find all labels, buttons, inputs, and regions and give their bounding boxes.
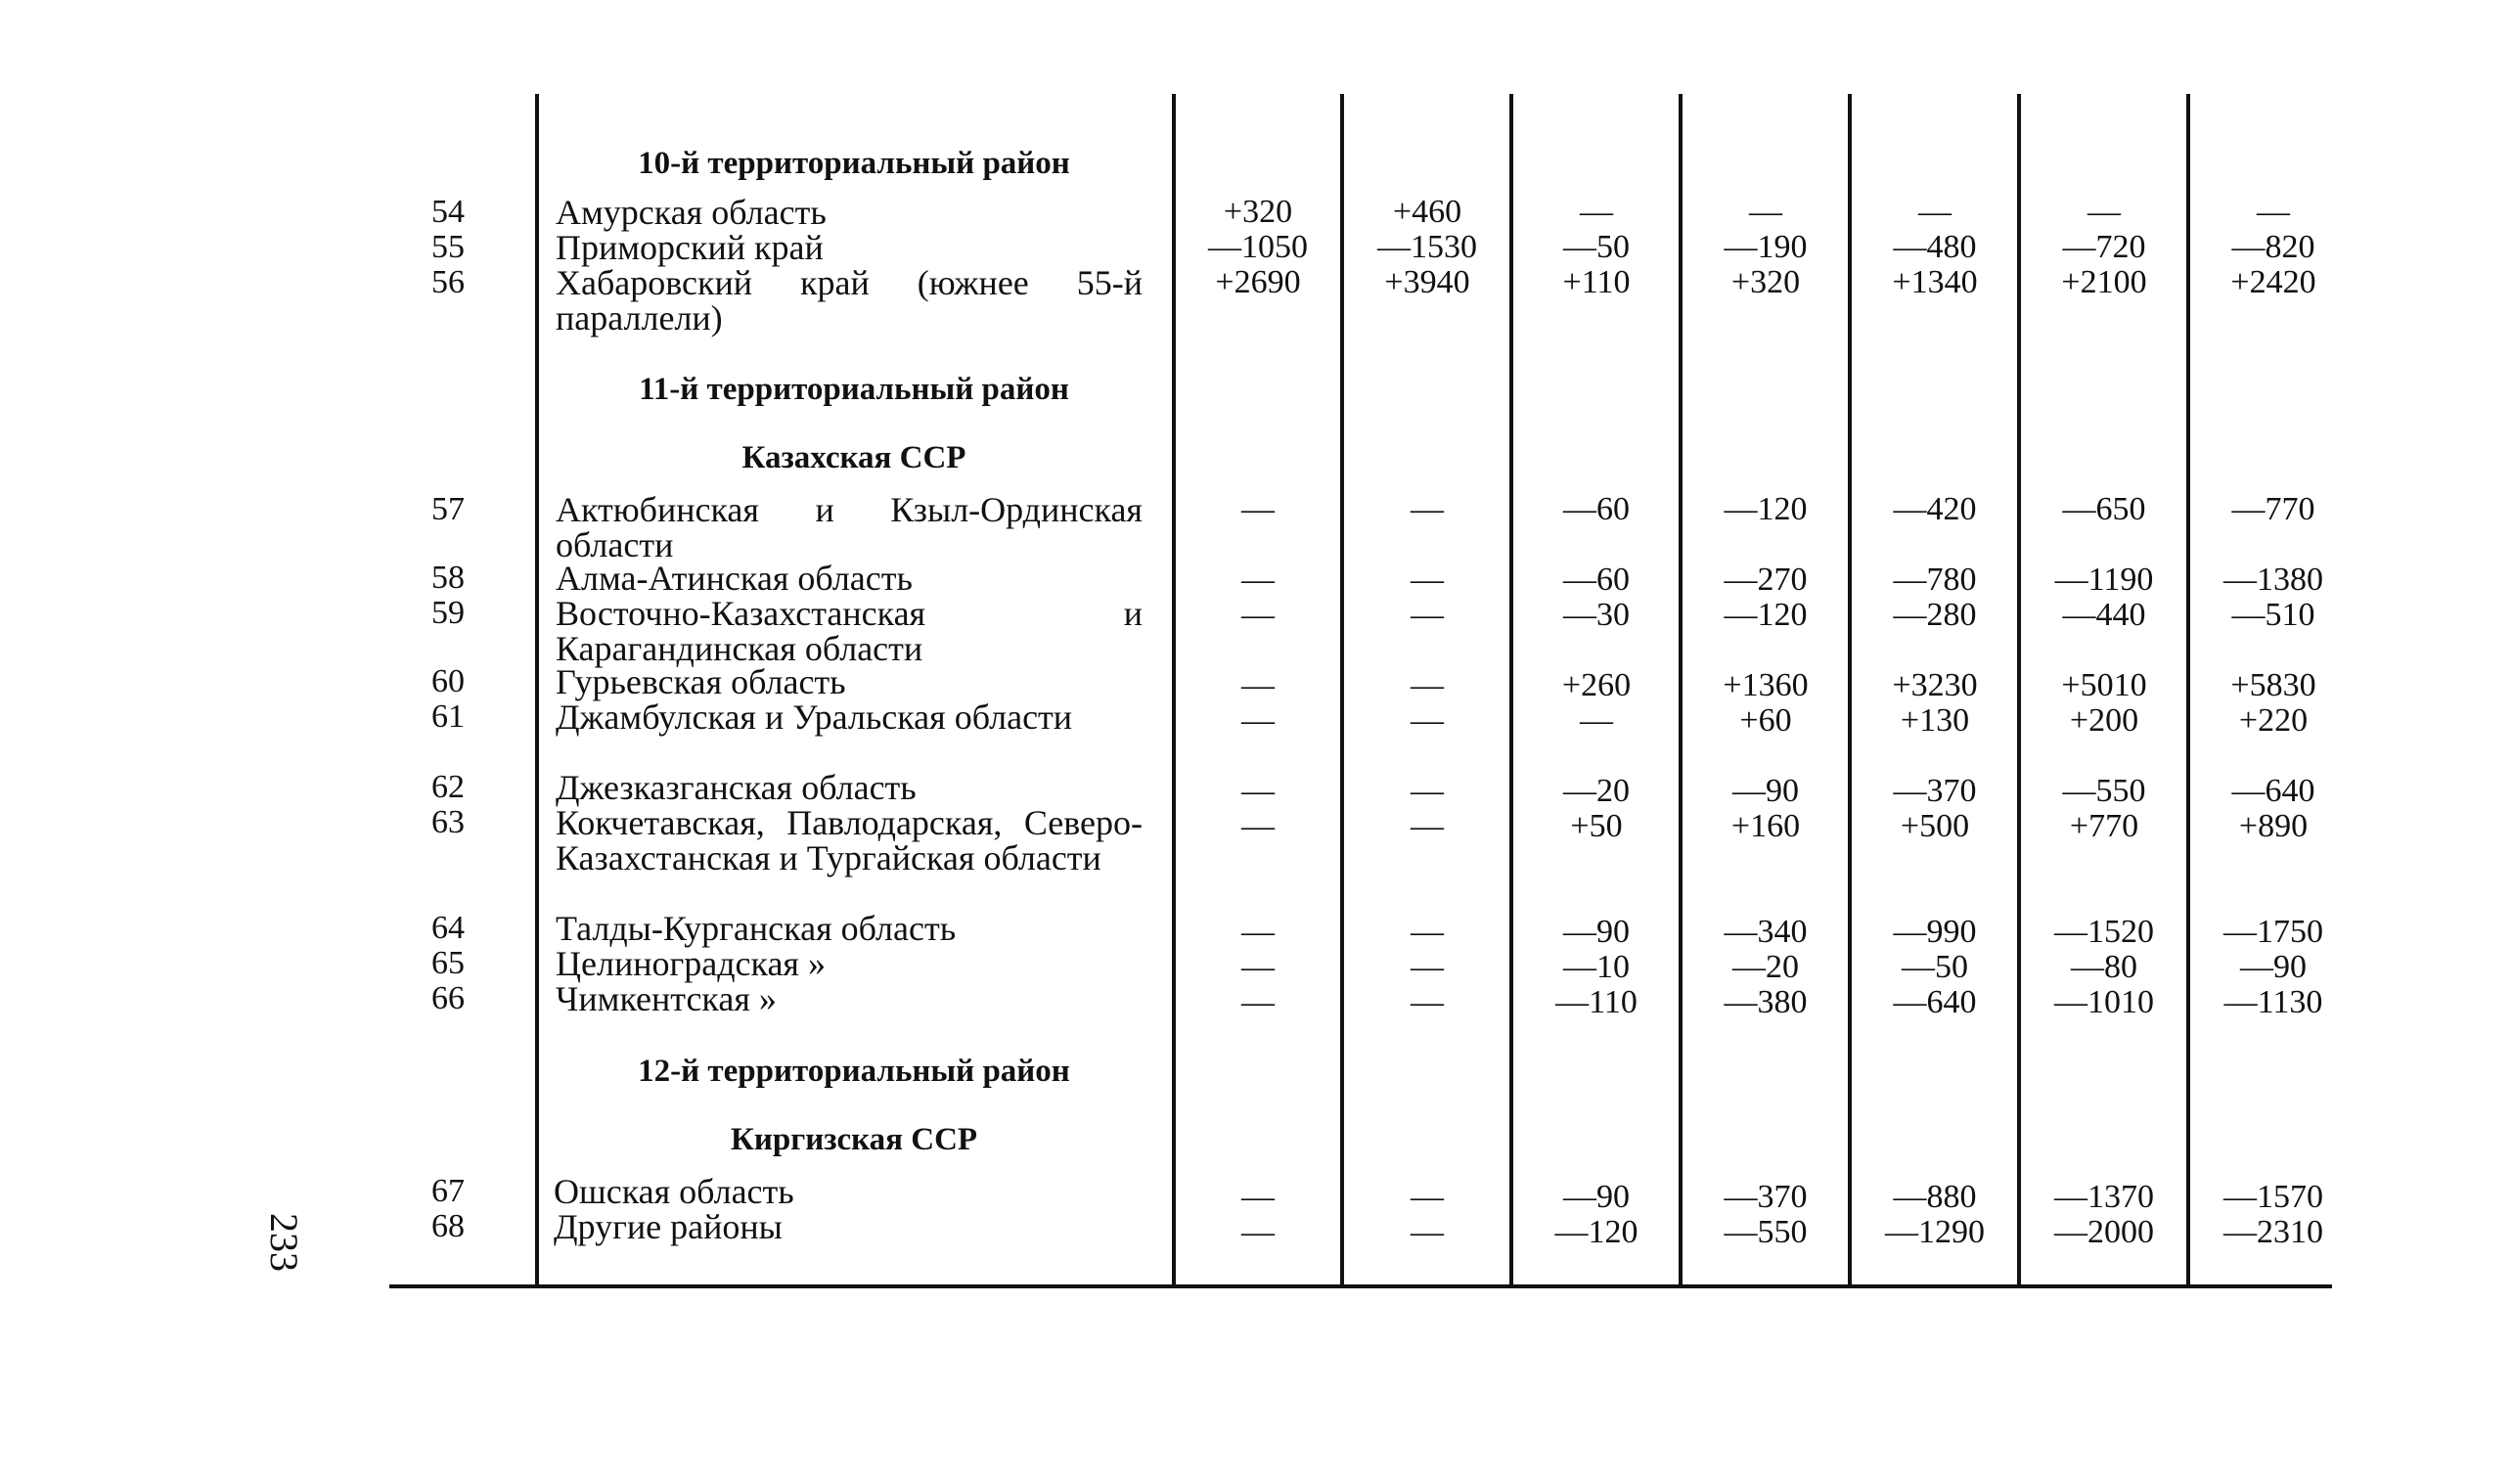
region-name: Джамбулская и Уральская области <box>556 697 1073 737</box>
value-cell: +2420 <box>2230 264 2316 300</box>
value-cell: —20 <box>1563 773 1630 809</box>
value-cell: —1750 <box>2223 914 2323 950</box>
value-cell: — <box>1580 194 1613 230</box>
region-name: Джезказганская область <box>556 768 917 807</box>
value-cell: — <box>1918 194 1952 230</box>
value-cell: +110 <box>1562 264 1631 300</box>
value-cell: — <box>1241 949 1275 985</box>
value-cell: +770 <box>2069 808 2139 844</box>
value-cell: —550 <box>1724 1214 1808 1250</box>
section-heading: 11-й территориальный район <box>639 372 1069 407</box>
row-number: 57 <box>431 491 465 527</box>
value-cell: +260 <box>1561 667 1632 703</box>
value-cell: —370 <box>1724 1179 1808 1215</box>
value-cell: — <box>1580 702 1613 739</box>
value-cell: +2100 <box>2061 264 2147 300</box>
value-cell: — <box>1241 808 1275 844</box>
region-name: Ошская область <box>554 1172 794 1211</box>
value-cell: —1190 <box>2054 562 2154 598</box>
value-cell: +160 <box>1730 808 1801 844</box>
value-cell: — <box>1241 773 1275 809</box>
value-cell: —60 <box>1563 562 1630 598</box>
value-cell: —90 <box>1563 1179 1630 1215</box>
value-cell: +1360 <box>1723 667 1809 703</box>
value-cell: —420 <box>1893 491 1977 527</box>
value-cell: —440 <box>2062 597 2146 633</box>
value-cell: +130 <box>1900 702 1970 739</box>
value-cell: — <box>1241 597 1275 633</box>
value-cell: —1530 <box>1377 229 1477 265</box>
value-cell: —1370 <box>2054 1179 2154 1215</box>
value-cell: —510 <box>2231 597 2315 633</box>
region-name: Приморский край <box>556 228 824 267</box>
value-cell: +890 <box>2238 808 2309 844</box>
value-cell: — <box>1411 808 1444 844</box>
value-cell: +3230 <box>1892 667 1978 703</box>
row-number: 56 <box>431 264 465 300</box>
value-cell: — <box>1411 773 1444 809</box>
value-cell: — <box>1411 914 1444 950</box>
value-cell: +500 <box>1900 808 1970 844</box>
value-cell: —60 <box>1563 491 1630 527</box>
value-cell: —80 <box>2071 949 2137 985</box>
region-name: Гурьевская область <box>556 662 846 701</box>
value-cell: —780 <box>1893 562 1977 598</box>
value-cell: —370 <box>1893 773 1977 809</box>
row-number: 68 <box>431 1208 465 1244</box>
value-cell: — <box>1241 1214 1275 1250</box>
value-cell: +200 <box>2069 702 2139 739</box>
value-cell: —1290 <box>1885 1214 1985 1250</box>
row-number: 65 <box>431 945 465 981</box>
row-number: 66 <box>431 980 465 1016</box>
value-cell: —1520 <box>2054 914 2154 950</box>
value-cell: +60 <box>1739 702 1792 739</box>
value-cell: —280 <box>1893 597 1977 633</box>
value-cell: —1130 <box>2223 984 2323 1020</box>
value-cell: — <box>1241 667 1275 703</box>
value-cell: —1380 <box>2223 562 2323 598</box>
value-cell: —650 <box>2062 491 2146 527</box>
value-cell: — <box>1411 1214 1444 1250</box>
value-cell: — <box>1411 597 1444 633</box>
value-cell: +5010 <box>2061 667 2147 703</box>
value-cell: — <box>1749 194 1782 230</box>
value-cell: — <box>1241 984 1275 1020</box>
value-cell: — <box>1411 562 1444 598</box>
table-bottom-rule <box>389 1284 2332 1288</box>
region-name: Хабаровский край (южнее 55-й параллели) <box>556 263 1143 337</box>
republic-heading: Киргизская ССР <box>730 1122 978 1157</box>
value-cell: —30 <box>1563 597 1630 633</box>
value-cell: — <box>2257 194 2290 230</box>
value-cell: —120 <box>1724 597 1808 633</box>
row-number: 58 <box>431 560 465 596</box>
value-cell: —120 <box>1724 491 1808 527</box>
value-cell: +50 <box>1570 808 1623 844</box>
region-name: Чимкентская » <box>556 979 777 1018</box>
value-cell: +1340 <box>1892 264 1978 300</box>
value-cell: —480 <box>1893 229 1977 265</box>
value-cell: — <box>1241 562 1275 598</box>
value-cell: —2310 <box>2223 1214 2323 1250</box>
value-cell: +460 <box>1392 194 1462 230</box>
value-cell: —820 <box>2231 229 2315 265</box>
value-cell: —340 <box>1724 914 1808 950</box>
value-cell: —50 <box>1902 949 1968 985</box>
value-cell: —120 <box>1554 1214 1638 1250</box>
value-cell: —550 <box>2062 773 2146 809</box>
value-cell: — <box>1241 1179 1275 1215</box>
value-cell: —380 <box>1724 984 1808 1020</box>
row-number: 55 <box>431 229 465 265</box>
region-name: Целиноградская » <box>556 944 826 983</box>
value-cell: —1570 <box>2223 1179 2323 1215</box>
value-cell: +220 <box>2238 702 2309 739</box>
value-cell: — <box>1411 702 1444 739</box>
value-cell: — <box>1411 949 1444 985</box>
region-name: Алма-Атинская область <box>556 559 913 598</box>
region-name: Другие районы <box>554 1207 783 1246</box>
value-cell: —90 <box>2240 949 2307 985</box>
republic-heading: Казахская ССР <box>741 440 966 475</box>
value-cell: — <box>1411 1179 1444 1215</box>
value-cell: —90 <box>1563 914 1630 950</box>
value-cell: — <box>1241 702 1275 739</box>
region-name: Актюбинская и Кзыл-Ординская области <box>556 490 1143 564</box>
value-cell: —880 <box>1893 1179 1977 1215</box>
row-number: 60 <box>431 663 465 699</box>
row-number: 54 <box>431 194 465 230</box>
value-cell: —640 <box>2231 773 2315 809</box>
value-cell: —990 <box>1893 914 1977 950</box>
value-cell: — <box>1241 491 1275 527</box>
region-name: Талды-Курганская область <box>556 909 957 948</box>
row-number: 61 <box>431 698 465 735</box>
value-cell: —110 <box>1555 984 1638 1020</box>
value-cell: —640 <box>1893 984 1977 1020</box>
value-cell: — <box>2087 194 2121 230</box>
column-rule <box>535 94 539 1287</box>
region-name: Амурская область <box>556 193 827 232</box>
value-cell: —20 <box>1732 949 1799 985</box>
value-cell: +5830 <box>2230 667 2316 703</box>
value-cell: +2690 <box>1215 264 1301 300</box>
row-number: 64 <box>431 910 465 946</box>
value-cell: — <box>1411 491 1444 527</box>
row-number: 59 <box>431 595 465 631</box>
value-cell: — <box>1411 667 1444 703</box>
section-heading: 10-й территориальный район <box>638 146 1070 181</box>
region-name: Восточно-Казахстанская и Карагандинская области <box>556 594 1143 668</box>
value-cell: +320 <box>1730 264 1801 300</box>
section-heading: 12-й территориальный район <box>638 1054 1070 1089</box>
value-cell: +320 <box>1223 194 1293 230</box>
value-cell: —270 <box>1724 562 1808 598</box>
row-number: 63 <box>431 804 465 840</box>
value-cell: —720 <box>2062 229 2146 265</box>
value-cell: — <box>1411 984 1444 1020</box>
value-cell: —190 <box>1724 229 1808 265</box>
value-cell: +3940 <box>1384 264 1470 300</box>
value-cell: —10 <box>1563 949 1630 985</box>
value-cell: —90 <box>1732 773 1799 809</box>
value-cell: —1010 <box>2054 984 2154 1020</box>
row-number: 62 <box>431 769 465 805</box>
page-number: 233 <box>262 1213 306 1272</box>
region-name: Кокчетавская, Павлодарская, Северо-Казахстанская и Тургайская области <box>556 803 1143 877</box>
row-number: 67 <box>431 1173 465 1209</box>
value-cell: —50 <box>1563 229 1630 265</box>
value-cell: —1050 <box>1208 229 1308 265</box>
value-cell: —2000 <box>2054 1214 2154 1250</box>
value-cell: — <box>1241 914 1275 950</box>
value-cell: —770 <box>2231 491 2315 527</box>
